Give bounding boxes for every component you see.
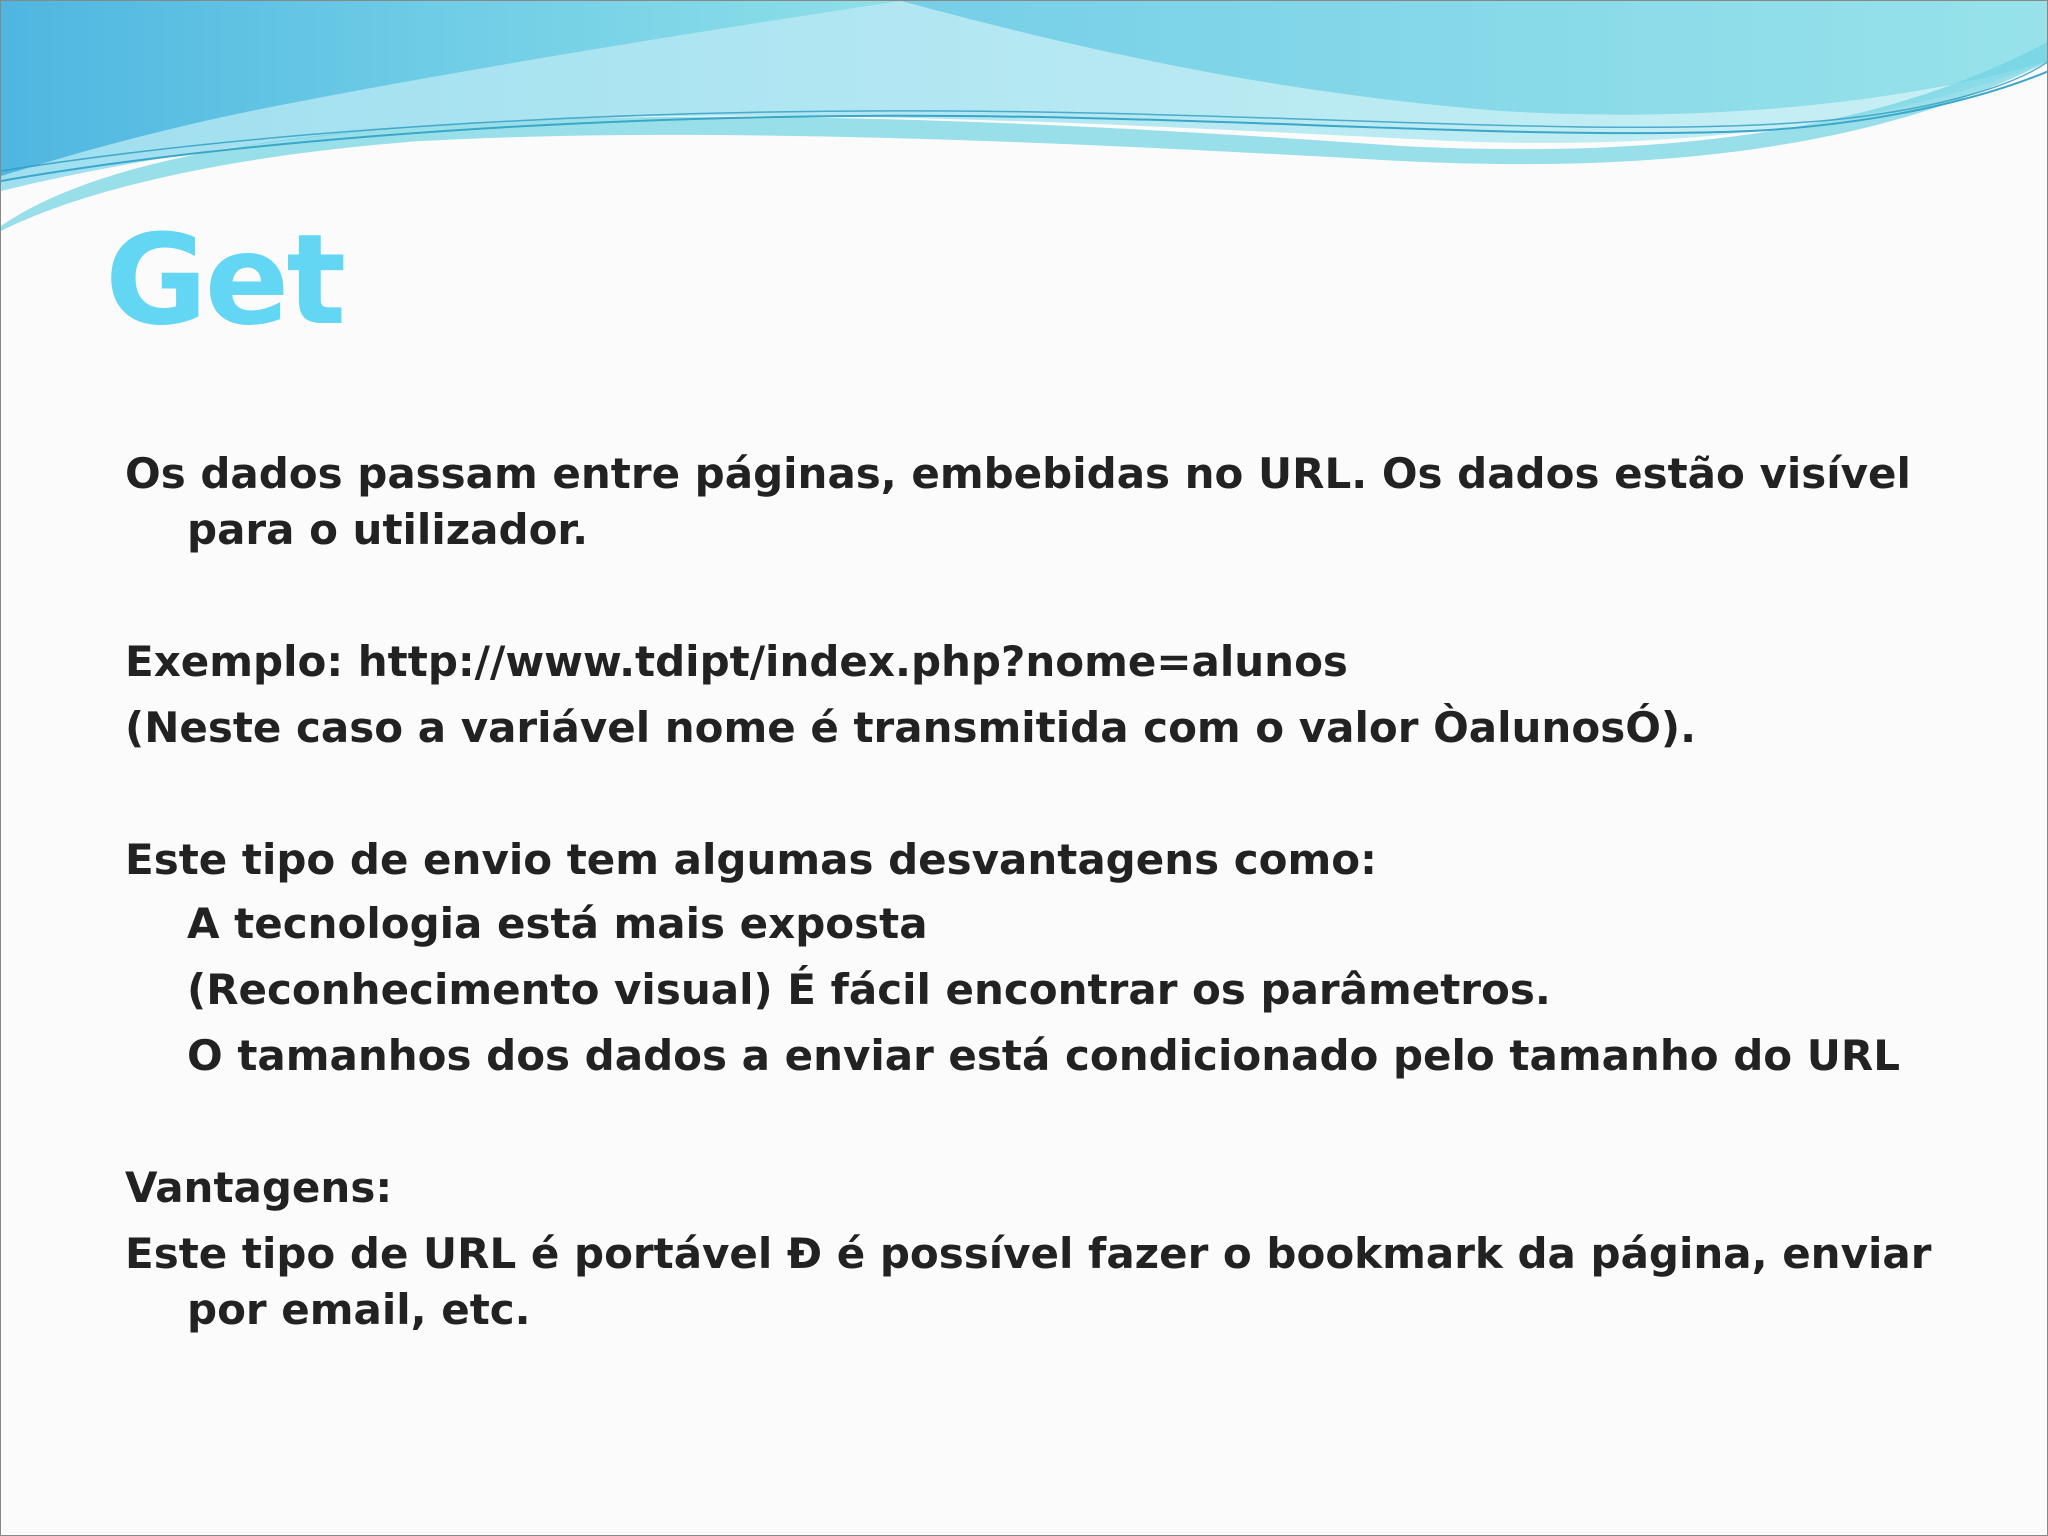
disadvantage-item-visual-recognition: (Reconhecimento visual) É fácil encontrar os parâmetros. <box>187 965 1551 1014</box>
paragraph-example-explanation: (Neste caso a variável nome é transmitida com o valor ÒalunosÓ). <box>125 703 1697 752</box>
paragraph-advantages-heading: Vantagens: <box>125 1163 393 1212</box>
paragraph-disadvantages-heading: Este tipo de envio tem algumas desvantagens como: <box>125 835 1377 884</box>
paragraph-example-url: Exemplo: http://www.tdipt/index.php?nome=alunos <box>125 637 1348 686</box>
disadvantage-item-technology-exposed: A tecnologia está mais exposta <box>187 899 928 948</box>
paragraph-advantages-description: Este tipo de URL é portável Ð é possível fazer o bookmark da página, enviar por email, etc. <box>125 1229 1932 1334</box>
disadvantage-item-url-size-limit: O tamanhos dos dados a enviar está condicionado pelo tamanho do URL <box>187 1031 1900 1080</box>
slide-body <box>125 446 1945 1338</box>
slide-title: Get <box>105 208 344 353</box>
paragraph-get-description: Os dados passam entre páginas, embebidas no URL. Os dados estão visível para o utilizador. <box>125 449 1911 554</box>
